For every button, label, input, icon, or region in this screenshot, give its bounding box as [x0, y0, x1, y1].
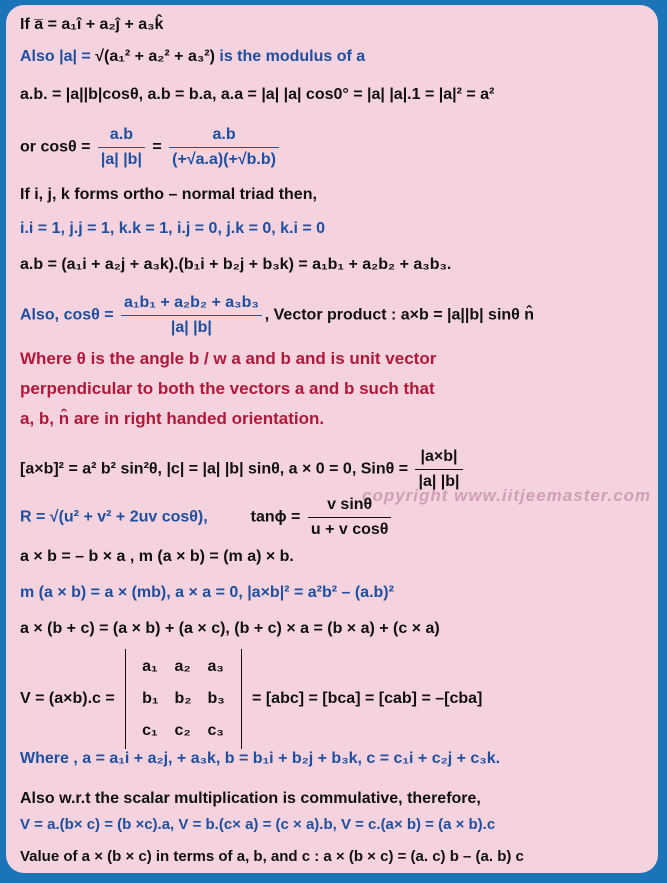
modulus-formula: √(a₁² + a₂² + a₃²) — [95, 48, 215, 65]
line-distributive: a × (b + c) = (a × b) + (a × c), (b + c) × a = (b × a) + (c × a) — [20, 620, 440, 637]
line-volume: V = a.(b× c) = (b ×c).a, V = b.(c× a) = (c × a).b, V = c.(a× b) = (a × b).c — [20, 816, 496, 833]
cos-fraction-2 — [169, 123, 279, 172]
tan-fraction — [308, 493, 392, 542]
line-triple-cross: Value of a × (b × c) in terms of a, b, and c : a × (b × c) = (a. c) b – (a. b) c — [20, 848, 524, 865]
sin-fraction — [415, 445, 462, 494]
cos-equals: = — [147, 138, 167, 156]
line-dot-components: a.b = (a₁i + a₂j + a₃k).(b₁i + b₂j + b₃k) = a₁b₁ + a₂b₂ + a₃b₃. — [20, 256, 452, 273]
triple-prefix: V = (a×b).c = — [20, 690, 120, 708]
line-anticommute: a × b = – b × a , m (a × b) = (m a) × b. — [20, 548, 294, 565]
det-cell: a₁ — [142, 658, 158, 675]
resultant-formula: R = √(u² + v² + 2uv cosθ), — [20, 508, 208, 526]
note-line-2: perpendicular to both the vectors a and b such that — [20, 379, 435, 398]
tan-num: v sinθ — [308, 493, 392, 518]
line-cos-theta — [20, 123, 282, 172]
cos-num-1: a.b — [98, 123, 145, 148]
line-triple-product — [20, 649, 482, 749]
sin-den: |a| |b| — [418, 473, 460, 490]
triple-equalities: = [abc] = [bca] = [cab] = –[cba] — [247, 690, 483, 708]
det-row — [134, 651, 232, 683]
watermark: copyright www.iitjeemaster.com — [362, 486, 652, 505]
det-cell: a₂ — [174, 658, 191, 675]
cos-den-1: |a| |b| — [100, 151, 142, 168]
line-scalar-mult: m (a × b) = a × (mb), a × a = 0, |a×b|² = a²b² – (a.b)² — [20, 584, 394, 601]
det-cell: c₃ — [207, 722, 224, 739]
cos2-den: |a| |b| — [170, 319, 212, 336]
cos2-fraction — [121, 291, 262, 340]
cos2-prefix: Also, cosθ = — [20, 306, 119, 324]
det-cell: b₂ — [174, 690, 192, 707]
tan-prefix: tanϕ = — [250, 508, 305, 526]
note-line-1: Where θ is the angle b / w a and b and is unit vector — [20, 349, 437, 368]
line-modulus — [20, 47, 365, 67]
cos-fraction-1 — [98, 123, 145, 172]
det-cell: c₁ — [142, 722, 158, 739]
det-row — [134, 683, 232, 715]
det-cell: a₃ — [207, 658, 224, 675]
det-cell: b₁ — [142, 690, 159, 707]
cos2-num: a₁b₁ + a₂b₂ + a₃b₃ — [121, 291, 262, 316]
cross-mag-prefix: [a×b]² = a² b² sin²θ, |c| = |a| |b| sinθ, a × 0 = 0, Sinθ = — [20, 460, 413, 478]
note-line-3: a, b, n̂ are in right handed orientation. — [20, 409, 325, 428]
determinant — [125, 649, 241, 749]
modulus-suffix: is the modulus of a — [214, 48, 366, 65]
cos-den-2: (+√a.a)(+√b.b) — [172, 151, 276, 168]
line-unit-dots: i.i = 1, j.j = 1, k.k = 1, i.j = 0, j.k = 0, k.i = 0 — [20, 220, 326, 237]
line-commutative: Also w.r.t the scalar multiplication is commulative, therefore, — [20, 790, 481, 807]
tan-den: u + v cosθ — [310, 521, 389, 538]
line-dot-product: a.b. = |a||b|cosθ, a.b = b.a, a.a = |a| |a| cos0° = |a| |a|.1 = |a|² = a² — [20, 86, 495, 103]
line-ortho-triad: If i, j, k forms ortho – normal triad then, — [20, 186, 317, 203]
det-row — [134, 715, 232, 747]
line-cross-magnitude — [20, 445, 466, 494]
modulus-prefix: Also |a| = — [20, 48, 96, 65]
line-components-def: Where , a = a₁i + a₂j, + a₃k, b = b₁i + b₂j + b₃k, c = c₁i + c₂j + c₃k. — [20, 750, 501, 767]
det-cell: c₂ — [174, 722, 191, 739]
sin-num: |a×b| — [415, 445, 462, 470]
cos-num-2: a.b — [169, 123, 279, 148]
cos-prefix: or cosθ = — [20, 138, 95, 156]
vector-product: , Vector product : a×b = |a||b| sinθ n̂ — [264, 306, 535, 324]
line-vector-def: If a̅ = a₁î + a₂ĵ + a₃k̂ — [20, 16, 164, 33]
line-cos-components — [20, 291, 534, 340]
det-cell: b₃ — [207, 690, 225, 707]
formula-panel — [6, 5, 658, 873]
line-resultant — [20, 493, 394, 542]
